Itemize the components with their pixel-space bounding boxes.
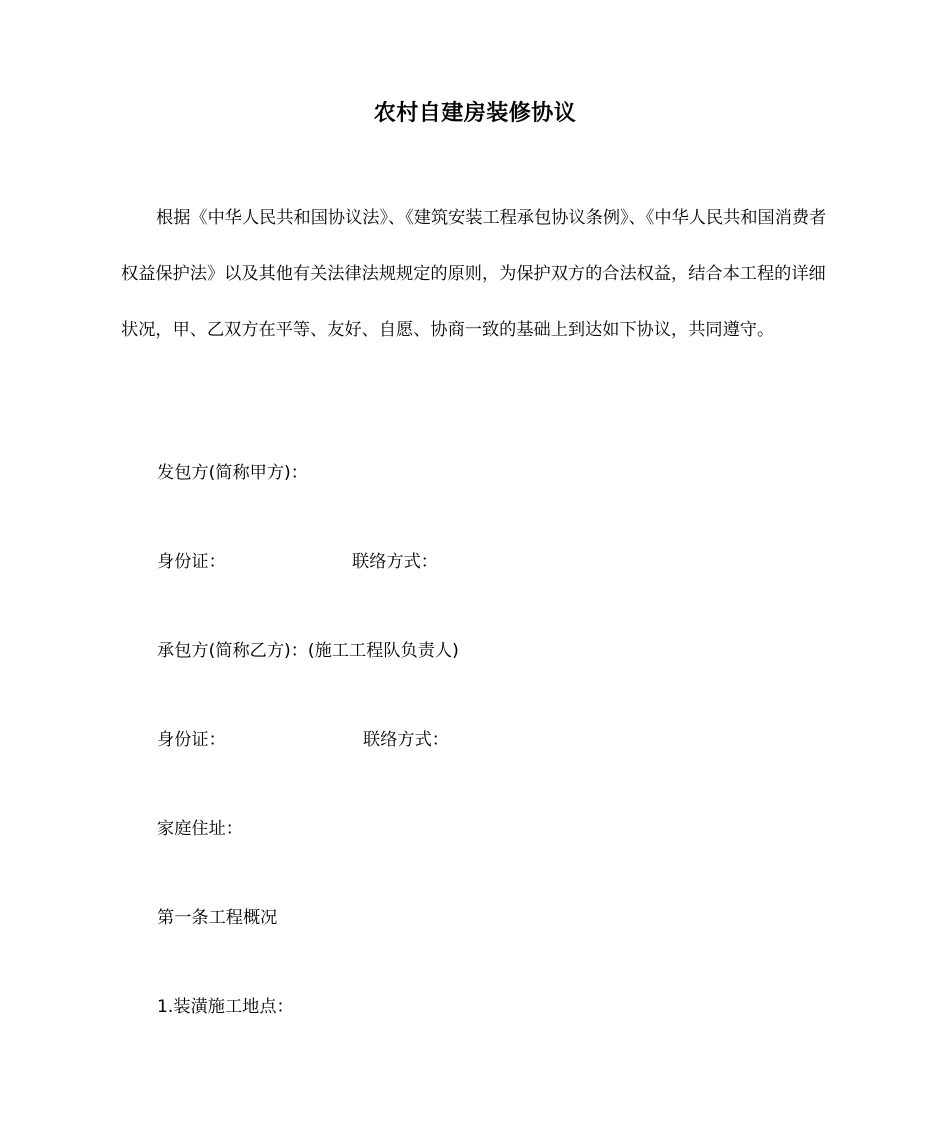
item-1-construction-site: 1.装潢施工地点： (157, 997, 294, 1017)
home-address-label: 家庭住址： (157, 819, 243, 839)
party-b-label: 承包方(简称乙方)：(施工工程队负责人) (157, 641, 459, 661)
party-b-contact-label: 联络方式： (363, 730, 449, 750)
section-1-title: 第一条工程概况 (157, 908, 278, 928)
party-a-label: 发包方(简称甲方)： (157, 463, 308, 483)
party-a-id-label: 身份证： (157, 552, 226, 572)
party-b-id-label: 身份证： (157, 730, 226, 750)
document-title: 农村自建房装修协议 (373, 101, 577, 126)
party-a-contact-label: 联络方式： (352, 552, 438, 572)
intro-paragraph: 根据《中华人民共和国协议法》、《建筑安装工程承包协议条例》、《中华人民共和国消费者权益保护法》以及其他有关法律法规规定的原则，为保护双方的合法权益，结合本工程的详细状况，甲、乙双方在平等、友好、自愿、协商一致的基础上到达如下协议，共同遵守。 (121, 208, 827, 340)
